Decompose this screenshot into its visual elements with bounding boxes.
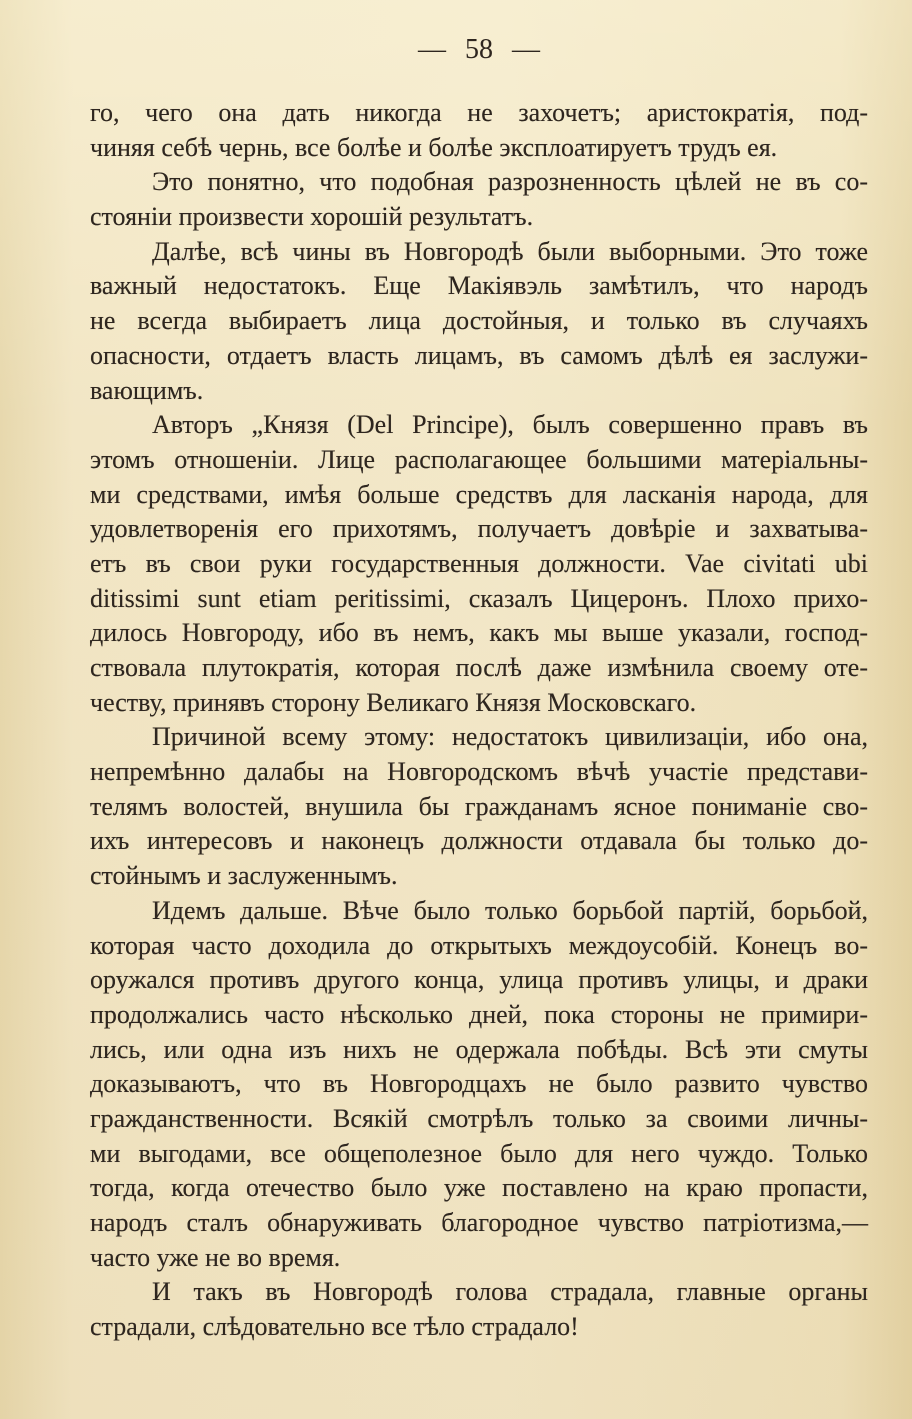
text-line: телямъ волостей, внушила бы гражданамъ ясное пониманіе сво- bbox=[90, 791, 868, 821]
paragraph bbox=[90, 96, 868, 165]
paragraph bbox=[90, 408, 868, 720]
text-line: Далѣе, всѣ чины въ Новгородѣ были выборными. Это тоже bbox=[152, 236, 868, 266]
text-line: доказываютъ, что въ Новгородцахъ не было развито чувство bbox=[90, 1069, 868, 1099]
text-line: дилось Новгороду, ибо въ немъ, какъ мы выше указали, господ- bbox=[90, 618, 868, 648]
page-number: — 58 — bbox=[418, 34, 540, 65]
text-line: продолжались часто нѣсколько дней, пока стороны не примири- bbox=[90, 999, 868, 1029]
paragraph bbox=[90, 1275, 868, 1344]
paragraph bbox=[90, 165, 868, 234]
paragraph bbox=[90, 720, 868, 893]
text-line: гражданственности. Всякій смотрѣлъ только за своими личны- bbox=[90, 1103, 868, 1133]
text-line: часто уже не во время. bbox=[90, 1242, 341, 1272]
text-line: опасности, отдаетъ власть лицамъ, въ самомъ дѣлѣ ея заслужи- bbox=[90, 340, 868, 370]
text-line: И такъ въ Новгородѣ голова страдала, главные органы bbox=[152, 1277, 868, 1307]
text-line: етъ въ свои руки государственныя должности. Vae civitati ubi bbox=[90, 548, 868, 578]
text-line: чиняя себѣ чернь, все болѣе и болѣе эксплоатируетъ трудъ ея. bbox=[90, 132, 778, 162]
text-line: вающимъ. bbox=[90, 375, 204, 405]
text-line: лись, или одна изъ нихъ не одержала побѣды. Всѣ эти смуты bbox=[90, 1034, 868, 1064]
text-line: не всегда выбираетъ лица достойныя, и только въ случаяхъ bbox=[90, 306, 868, 336]
text-line: го, чего она дать никогда не захочетъ; аристократія, под- bbox=[90, 98, 868, 127]
paragraph bbox=[90, 894, 868, 1276]
text-line: страдали, слѣдовательно все тѣло страдало! bbox=[90, 1312, 579, 1342]
paragraph bbox=[90, 235, 868, 408]
text-line: оружался противъ другого конца, улица противъ улицы, и драки bbox=[90, 965, 868, 995]
text-line: народъ сталъ обнаруживать благородное чувство патріотизма,— bbox=[90, 1208, 868, 1237]
text-line: Идемъ дальше. Вѣче было только борьбой партій, борьбой, bbox=[152, 895, 868, 925]
text-line: стояніи произвести хорошій результатъ. bbox=[90, 202, 534, 232]
text-line: Причиной всему этому: недостатокъ цивилизаціи, ибо она, bbox=[152, 722, 868, 752]
text-line: этомъ отношеніи. Лице располагающее большими матеріальны- bbox=[90, 444, 868, 474]
text-line: важный недостатокъ. Еще Макіявэль замѣтилъ, что народъ bbox=[90, 271, 868, 301]
text-line: которая часто доходила до открытыхъ междоусобій. Конецъ во- bbox=[90, 930, 868, 960]
page-text bbox=[90, 96, 868, 1345]
text-line: Авторъ „Князя (Del Principe), былъ совершенно правъ въ bbox=[152, 410, 868, 440]
text-line: Это понятно, что подобная разрозненность цѣлей не въ со- bbox=[152, 167, 868, 197]
text-line: стойнымъ и заслуженнымъ. bbox=[90, 861, 398, 891]
text-line: ствовала плутократія, которая послѣ даже измѣнила своему оте- bbox=[90, 653, 868, 682]
text-line: ditissimi sunt etiam peritissimi, сказалъ Цицеронъ. Плохо прихо- bbox=[90, 583, 868, 613]
text-line: удовлетворенія его прихотямъ, получаетъ довѣріе и захватыва- bbox=[90, 514, 868, 544]
text-line: ми выгодами, все общеполезное было для него чуждо. Только bbox=[90, 1138, 868, 1168]
text-line: честву, принявъ сторону Великаго Князя Московскаго. bbox=[90, 687, 697, 717]
text-line: тогда, когда отечество было уже поставлено на краю пропасти, bbox=[90, 1173, 868, 1203]
text-line: ихъ интересовъ и наконецъ должности отдавала бы только до- bbox=[90, 826, 868, 856]
text-line: непремѣнно далабы на Новгородскомъ вѣчѣ участіе представи- bbox=[90, 757, 868, 787]
text-line: ми средствами, имѣя больше средствъ для ласканія народа, для bbox=[90, 479, 868, 509]
